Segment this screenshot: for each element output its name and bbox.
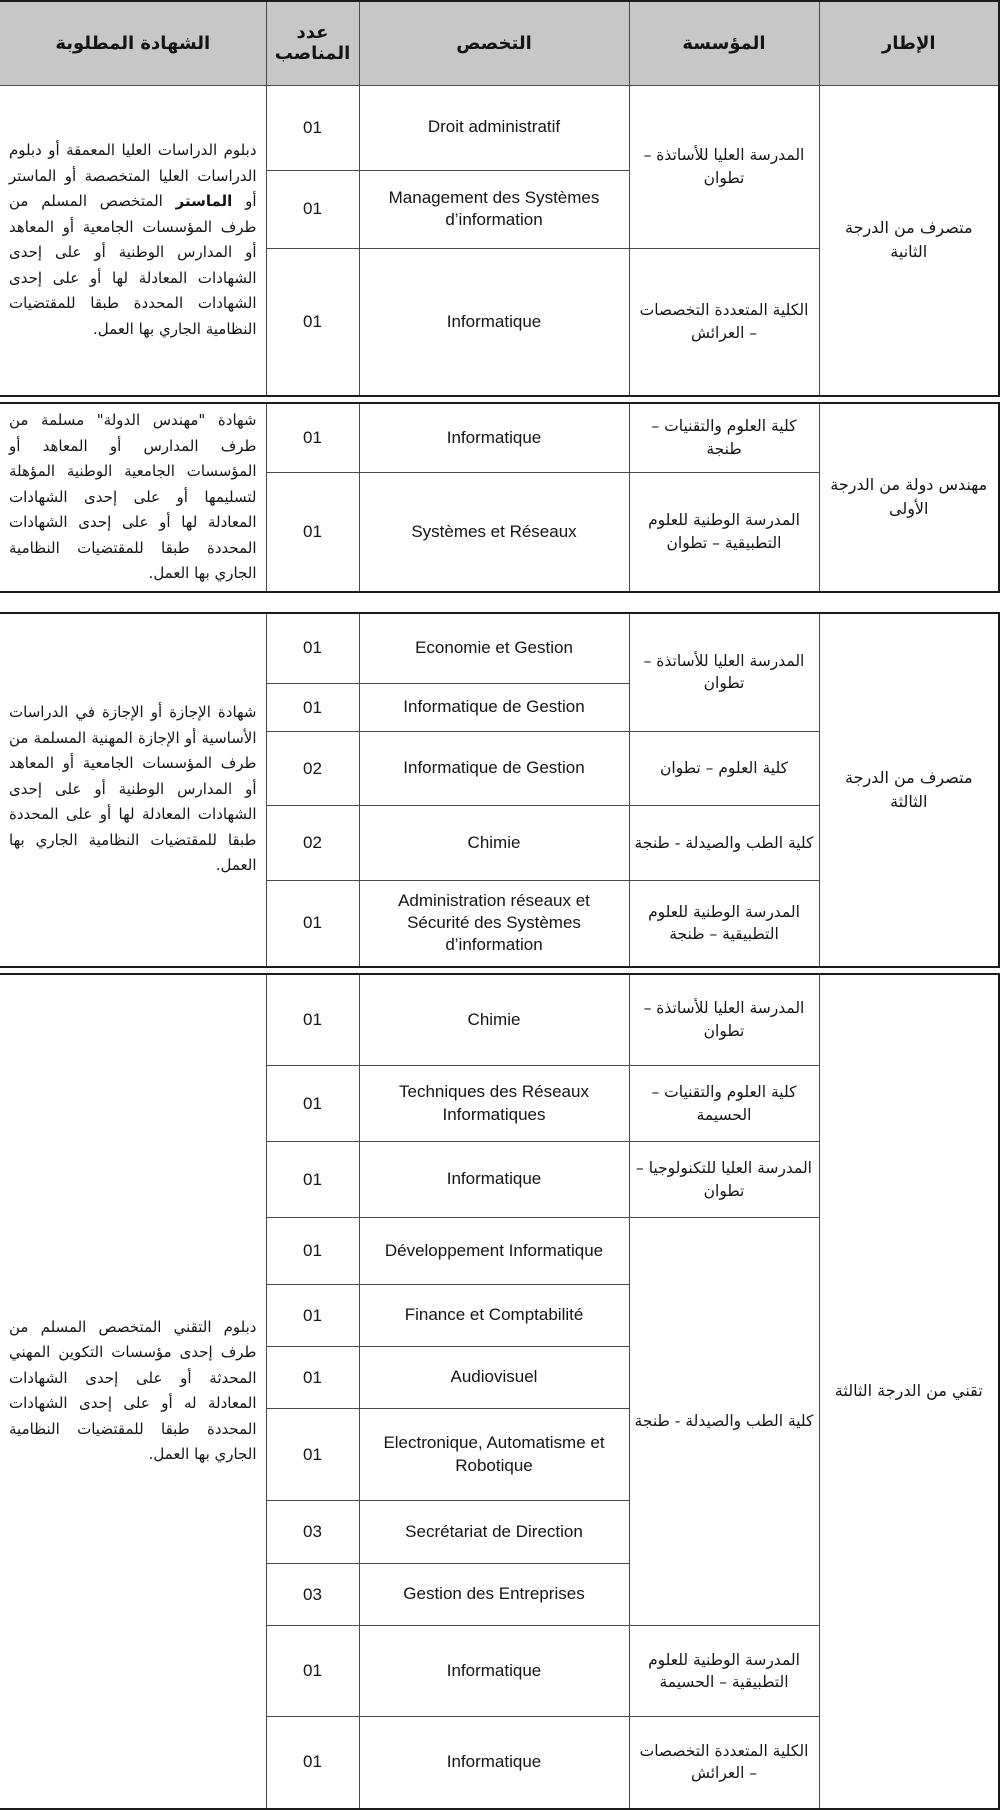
- positions-count-cell: 01: [266, 1142, 359, 1218]
- positions-count-cell: 01: [266, 85, 359, 170]
- institution-cell: المدرسة الوطنية للعلوم التطبيقية – الحسيمة: [629, 1626, 819, 1717]
- institution-cell: المدرسة العليا للأساتذة – تطوان: [629, 613, 819, 732]
- specialization-cell: Informatique de Gestion: [359, 684, 629, 732]
- positions-count-cell: 01: [266, 881, 359, 967]
- positions-count-cell: 01: [266, 684, 359, 732]
- specialization-cell: Chimie: [359, 974, 629, 1066]
- certificate-text: دبلوم الدراسات العليا المعمقة أو دبلوم الدراسات العليا المتخصصة أو الماستر أو: [9, 141, 257, 211]
- specialization-cell: Informatique: [359, 1717, 629, 1809]
- header-frame: الإطار: [819, 1, 999, 85]
- recruitment-table-section-1: [0, 0, 1000, 397]
- positions-count-cell: 03: [266, 1501, 359, 1564]
- specialization-cell: Droit administratif: [359, 85, 629, 170]
- certificate-text: المتخصص المسلم من طرف المؤسسات الجامعية أو المعاهد أو المدارس الوطنية أو على إحدى الشهادات المعادلة لها أو على إحدى الشهادات المحددة طبقا للمقتضيات النظامية الجاري بها العمل.: [9, 192, 257, 338]
- specialization-cell: Secrétariat de Direction: [359, 1501, 629, 1564]
- positions-count-cell: 01: [266, 170, 359, 248]
- institution-cell: المدرسة الوطنية للعلوم التطبيقية – طنجة: [629, 881, 819, 967]
- specialization-cell: Informatique: [359, 1142, 629, 1218]
- required-certificate-cell: شهادة الإجازة أو الإجازة في الدراسات الأساسية أو الإجازة المهنية المسلمة من طرف المؤسسات الجامعية أو المعاهد أو المدارس الوطنية أو على إحدى الشهادات المعادلة لها أو على المحددة طبقا للمقتضيات النظامية الجاري بها العمل.: [0, 613, 266, 967]
- table-header-row: [0, 1, 999, 85]
- positions-count-cell: 01: [266, 974, 359, 1066]
- institution-cell: المدرسة العليا للأساتذة – تطوان: [629, 85, 819, 248]
- frame-cell: متصرف من الدرجة الثالثة: [819, 613, 999, 967]
- positions-count-cell: 01: [266, 1409, 359, 1501]
- header-positions: عدد المناصب: [266, 1, 359, 85]
- positions-count-cell: 01: [266, 1285, 359, 1347]
- specialization-cell: Informatique: [359, 403, 629, 472]
- table-row: [0, 85, 999, 170]
- institution-cell: كلية الطب والصيدلة - طنجة: [629, 806, 819, 881]
- frame-cell: متصرف من الدرجة الثانية: [819, 85, 999, 396]
- positions-count-cell: 01: [266, 248, 359, 396]
- required-certificate-cell: دبلوم التقني المتخصص المسلم من طرف إحدى مؤسسات التكوين المهني المحدثة أو على إحدى الشهادات المعادلة له أو على إحدى الشهادات المحددة طبقا للمقتضيات النظامية الجاري بها العمل.: [0, 974, 266, 1809]
- specialization-cell: Informatique: [359, 248, 629, 396]
- specialization-cell: Gestion des Entreprises: [359, 1564, 629, 1626]
- institution-cell: الكلية المتعددة التخصصات – العرائش: [629, 1717, 819, 1809]
- table-row: [0, 403, 999, 472]
- positions-count-cell: 03: [266, 1564, 359, 1626]
- positions-count-cell: 02: [266, 806, 359, 881]
- specialization-cell: Management des Systèmes d’information: [359, 170, 629, 248]
- positions-count-cell: 02: [266, 732, 359, 806]
- specialization-cell: Audiovisuel: [359, 1347, 629, 1409]
- frame-cell: مهندس دولة من الدرجة الأولى: [819, 403, 999, 592]
- table-row: [0, 974, 999, 1066]
- institution-cell: كلية العلوم والتقنيات – طنجة: [629, 403, 819, 472]
- table-row: [0, 613, 999, 684]
- specialization-cell: Administration réseaux et Sécurité des Systèmes d’information: [359, 881, 629, 967]
- institution-cell: الكلية المتعددة التخصصات – العرائش: [629, 248, 819, 396]
- required-certificate-cell: [0, 85, 266, 396]
- institution-cell: كلية العلوم والتقنيات – الحسيمة: [629, 1066, 819, 1142]
- frame-cell: تقني من الدرجة الثالثة: [819, 974, 999, 1809]
- institution-cell: كلية العلوم – تطوان: [629, 732, 819, 806]
- positions-count-cell: 01: [266, 472, 359, 591]
- header-institution: المؤسسة: [629, 1, 819, 85]
- positions-count-cell: 01: [266, 1347, 359, 1409]
- positions-count-cell: 01: [266, 613, 359, 684]
- specialization-cell: Economie et Gestion: [359, 613, 629, 684]
- header-specialization: التخصص: [359, 1, 629, 85]
- specialization-cell: Développement Informatique: [359, 1218, 629, 1285]
- positions-count-cell: 01: [266, 1626, 359, 1717]
- specialization-cell: Electronique, Automatisme et Robotique: [359, 1409, 629, 1501]
- institution-cell: المدرسة العليا للتكنولوجيا – تطوان: [629, 1142, 819, 1218]
- specialization-cell: Systèmes et Réseaux: [359, 472, 629, 591]
- specialization-cell: Informatique de Gestion: [359, 732, 629, 806]
- section-gap: [0, 593, 1000, 612]
- header-certificate: الشهادة المطلوبة: [0, 1, 266, 85]
- specialization-cell: Finance et Comptabilité: [359, 1285, 629, 1347]
- recruitment-table-section-3: [0, 612, 1000, 968]
- specialization-cell: Chimie: [359, 806, 629, 881]
- positions-count-cell: 01: [266, 403, 359, 472]
- recruitment-table-section-2: [0, 402, 1000, 593]
- recruitment-table-section-4: [0, 973, 1000, 1810]
- institution-cell: المدرسة العليا للأساتذة – تطوان: [629, 974, 819, 1066]
- positions-count-cell: 01: [266, 1066, 359, 1142]
- institution-cell: كلية الطب والصيدلة - طنجة: [629, 1218, 819, 1626]
- certificate-text-bold: الماستر: [175, 192, 233, 211]
- required-certificate-cell: شهادة "مهندس الدولة" مسلمة من طرف المدارس أو المعاهد أو المؤسسات الجامعية الوطنية المؤهلة لتسليمها أو على إحدى الشهادات المعادلة لها أو على إحدى الشهادات المحددة طبقا للمقتضيات النظامية الجاري بها العمل.: [0, 403, 266, 592]
- institution-cell: المدرسة الوطنية للعلوم التطبيقية – تطوان: [629, 472, 819, 591]
- specialization-cell: Informatique: [359, 1626, 629, 1717]
- specialization-cell: Techniques des Réseaux Informatiques: [359, 1066, 629, 1142]
- positions-count-cell: 01: [266, 1717, 359, 1809]
- positions-count-cell: 01: [266, 1218, 359, 1285]
